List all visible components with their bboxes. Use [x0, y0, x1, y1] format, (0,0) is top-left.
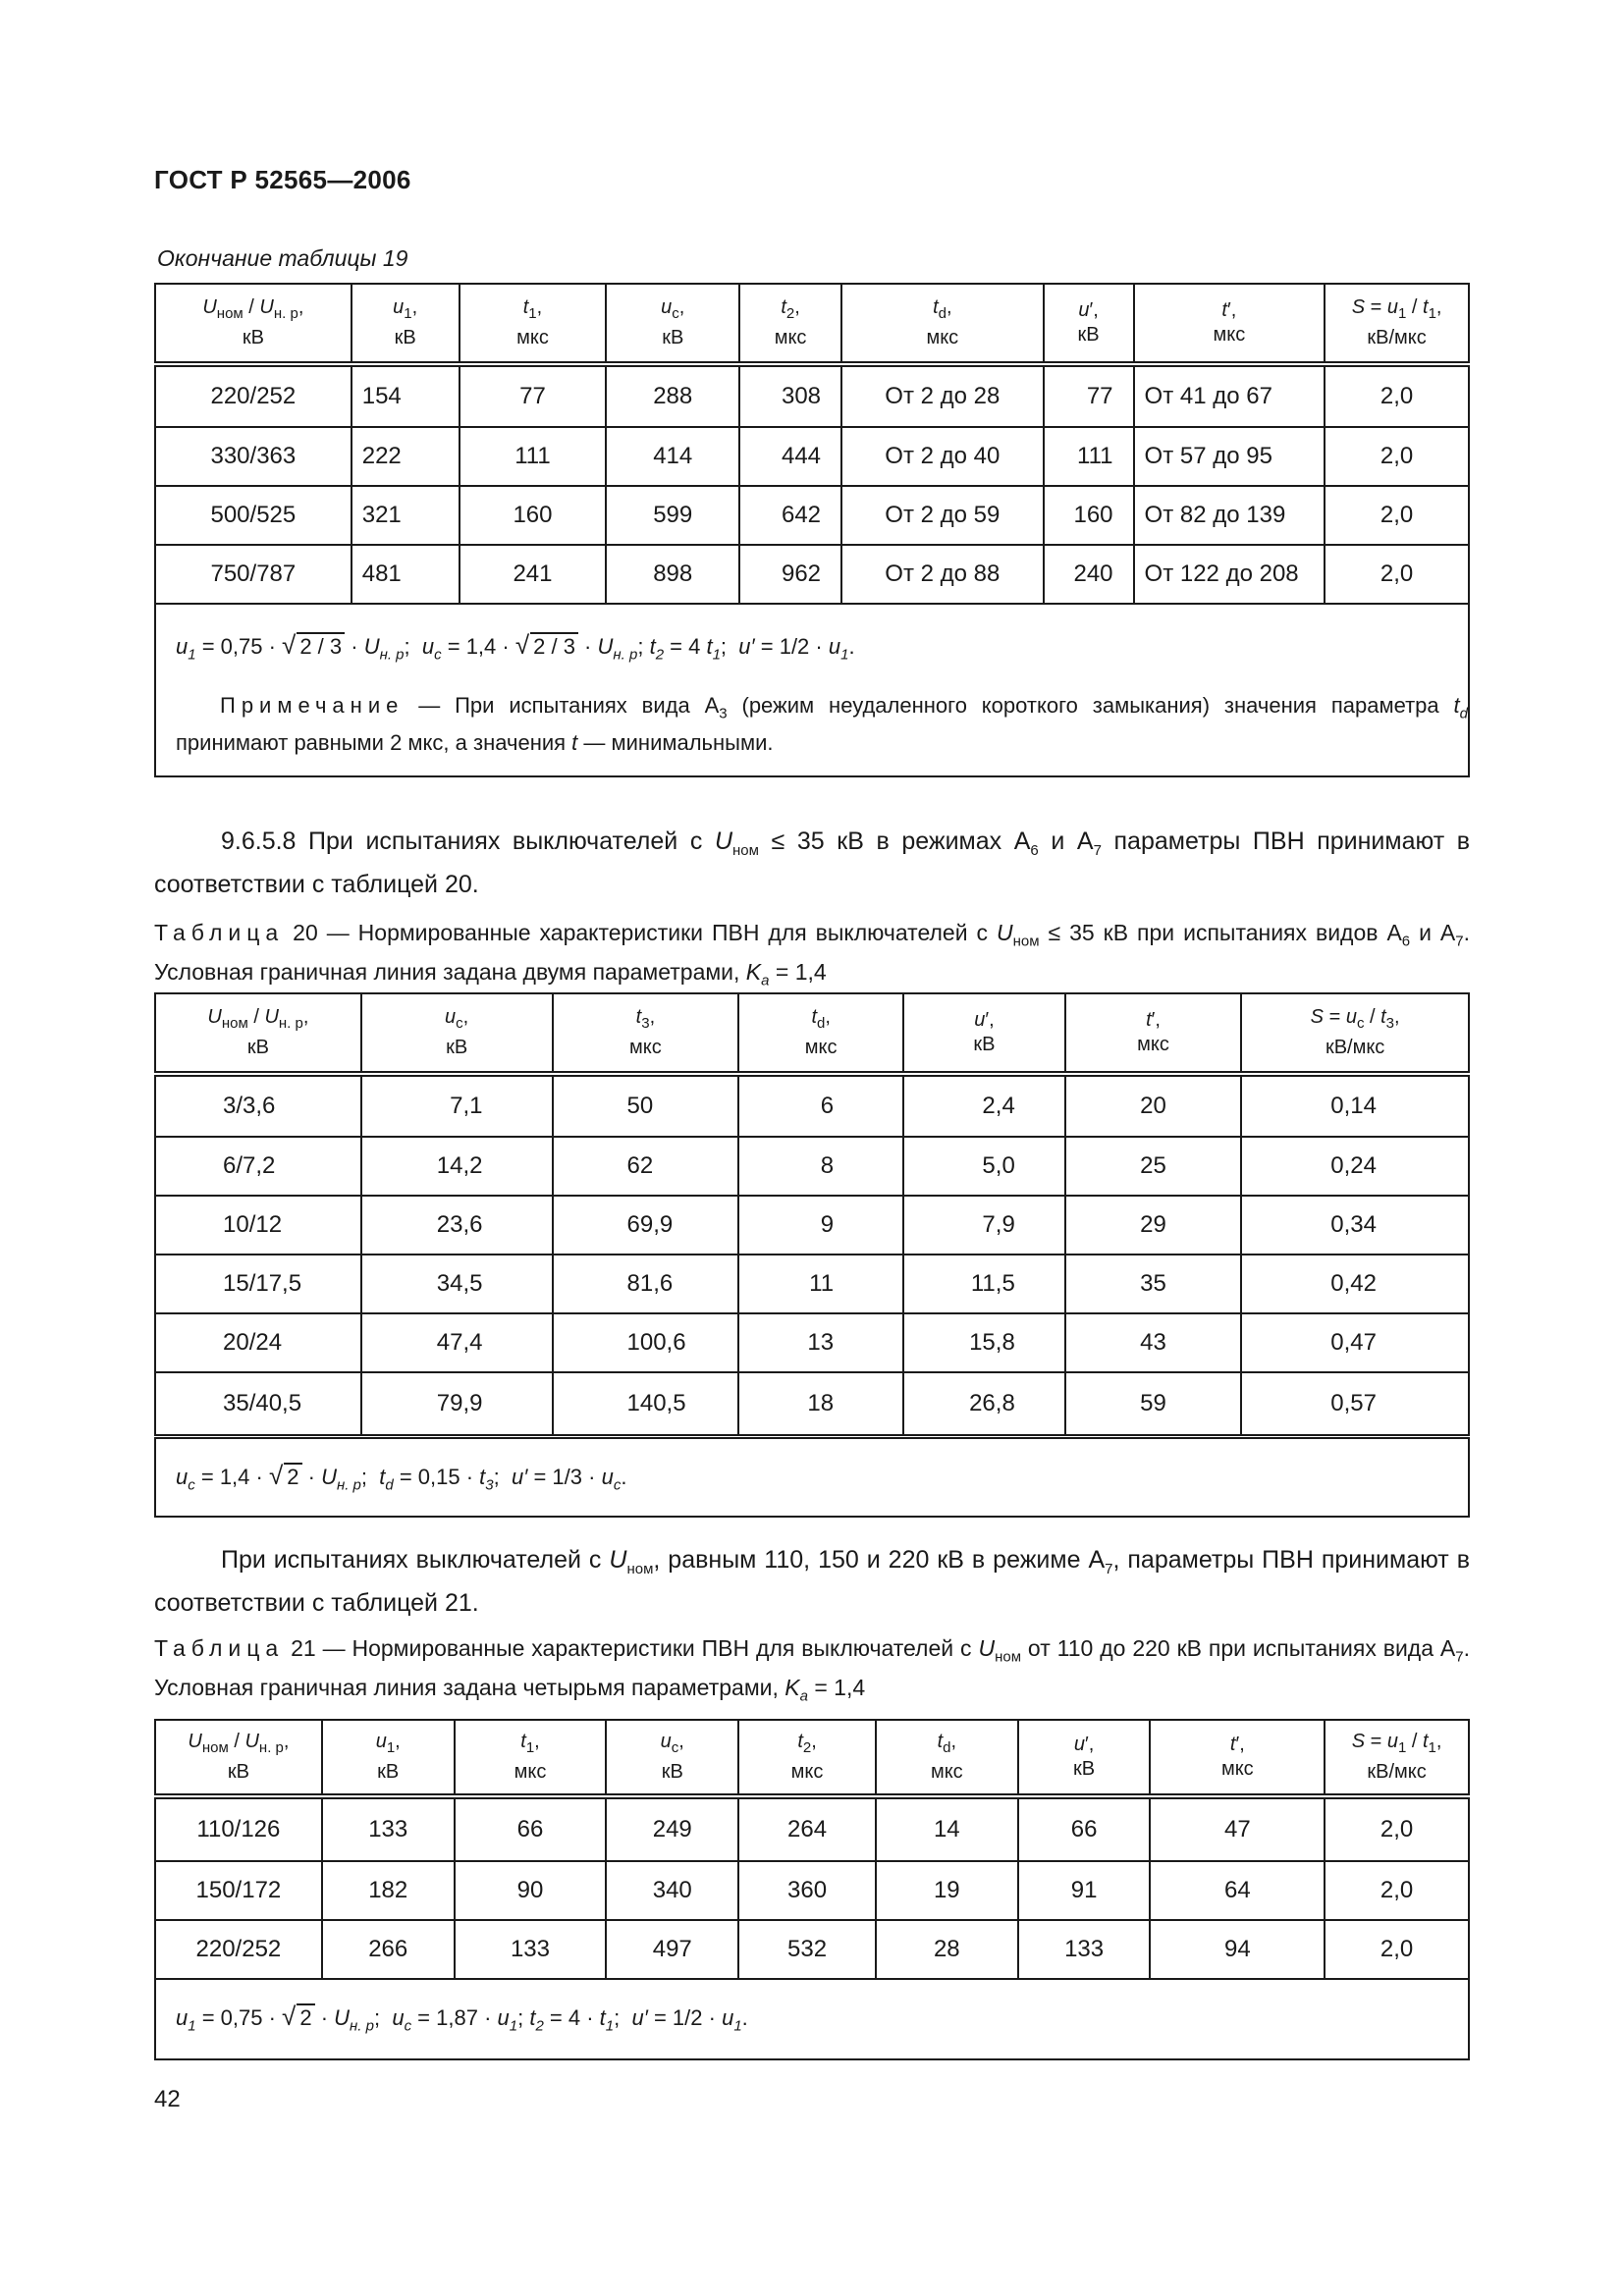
col-header: $u_c$, кВ: [606, 1720, 738, 1796]
para-text: , параметры ПВН принимают в соответствии с таблицей 21.: [154, 1546, 1470, 1617]
col-header: $t_1$, мкс: [455, 1720, 607, 1796]
col-header: t′, мкс: [1134, 284, 1325, 364]
table-cell: 13: [738, 1313, 903, 1372]
table-cell: 19: [876, 1861, 1018, 1920]
col-header: u′, кВ: [903, 993, 1065, 1074]
table20-caption: Таблица 20 — Нормированные характеристики ПВН для выключателей с $U_{ном} \le 35$ кВ при испытаниях видов $А_6$ и $А_7$. Условная граничная линия задана двумя параметрами, $K_a = 1,4$: [154, 920, 1470, 989]
table-cell: 18: [738, 1372, 903, 1435]
table-cell: 264: [738, 1796, 876, 1861]
table-cell: 25: [1065, 1137, 1241, 1196]
table20-header-row: [155, 993, 1469, 1074]
table-cell: 64: [1150, 1861, 1325, 1920]
table-cell: 26,8: [903, 1372, 1065, 1435]
table-cell: 15,8: [903, 1313, 1065, 1372]
table-cell: 642: [739, 486, 841, 545]
para-text: ≤ 35 кВ в режимах А: [758, 828, 1031, 855]
table-cell: 0,24: [1241, 1137, 1469, 1196]
table-cell: 69,9: [553, 1196, 739, 1255]
col-header: $u_c$, кВ: [361, 993, 553, 1074]
table-cell: 7,9: [903, 1196, 1065, 1255]
table-cell: 9: [738, 1196, 903, 1255]
table-cell: 220/252: [155, 364, 352, 427]
table19-formula: $u_1 = 0,75$ · √ $2 / 3 \cdot U_{н. р}$; $u_c = 1,4$ · √ $2 / 3 \cdot U_{н. р}$; $t_2 = 4$ $t_1$; $u' = 1/2 \cdot u_1$.: [176, 630, 855, 664]
note-text: — минимальными.: [577, 730, 774, 756]
document-header: ГОСТ Р 52565—2006: [154, 165, 411, 194]
table-row: [155, 1920, 1469, 1979]
table-cell: От 2 до 59: [841, 486, 1044, 545]
table-cell: 133: [322, 1796, 455, 1861]
table-cell: 2,0: [1325, 1861, 1469, 1920]
col-header: $t_d$, мкс: [738, 993, 903, 1074]
table-cell: 14: [876, 1796, 1018, 1861]
table-cell: 2,0: [1325, 364, 1469, 427]
table-cell: 43: [1065, 1313, 1241, 1372]
table-cell: 62: [553, 1137, 739, 1196]
table21-footer: [154, 1978, 1470, 2060]
col-header: u′, кВ: [1018, 1720, 1151, 1796]
table-cell: От 41 до 67: [1134, 364, 1325, 427]
table-cell: 11: [738, 1255, 903, 1313]
table-cell: 898: [606, 545, 739, 604]
table-cell: 2,0: [1325, 427, 1469, 486]
table-cell: 6/7,2: [155, 1137, 361, 1196]
col-header: $t_d$, мкс: [876, 1720, 1018, 1796]
table-cell: 47: [1150, 1796, 1325, 1861]
table-row: [155, 427, 1469, 486]
table21: [154, 1719, 1470, 1980]
table-cell: 154: [352, 364, 460, 427]
col-header: $S = u_c / t_3$, кВ/мкс: [1241, 993, 1469, 1074]
table-cell: 0,14: [1241, 1074, 1469, 1137]
col-header: $t_3$, мкс: [553, 993, 739, 1074]
table-cell: 241: [460, 545, 607, 604]
table-cell: 599: [606, 486, 739, 545]
table-cell: 2,4: [903, 1074, 1065, 1137]
col-header: $u_1$, кВ: [352, 284, 460, 364]
table19-caption: Окончание таблицы 19: [157, 245, 408, 271]
table-cell: 66: [1018, 1796, 1151, 1861]
table21-formula: $u_1 = 0,75$ · √ $2 \cdot U_{н. р}$; $u_c = 1,87 \cdot u_1$; $t_2 = 4 \cdot t_1$; $u' = 1/2 \cdot u_1$.: [176, 2002, 748, 2035]
table-cell: 35: [1065, 1255, 1241, 1313]
table-row: [155, 1137, 1469, 1196]
col-header: $u_1$, кВ: [322, 1720, 455, 1796]
table-row: [155, 364, 1469, 427]
table-cell: 6: [738, 1074, 903, 1137]
caption-text: = 1,4: [769, 958, 827, 985]
table-cell: 140,5: [553, 1372, 739, 1435]
table-cell: 111: [1044, 427, 1134, 486]
table-cell: 77: [460, 364, 607, 427]
table-cell: 500/525: [155, 486, 352, 545]
note-text: (режим неудаленного короткого замыкания) значения параметра: [727, 693, 1454, 718]
table-cell: 2,0: [1325, 1796, 1469, 1861]
col-header: t′, мкс: [1065, 993, 1241, 1074]
table-cell: От 57 до 95: [1134, 427, 1325, 486]
table-row: [155, 1255, 1469, 1313]
table-cell: 150/172: [155, 1861, 322, 1920]
table21-caption: Таблица 21 — Нормированные характеристики ПВН для выключателей с $U_{ном}$ от 110 до 220 кВ при испытаниях вида $А_7$. Условная граничная линия задана четырьмя параметрами, $K_a = 1,4$: [154, 1635, 1471, 1705]
table-cell: 28: [876, 1920, 1018, 1979]
table-cell: 7,1: [361, 1074, 553, 1137]
col-header: t′, мкс: [1150, 1720, 1325, 1796]
table-cell: 160: [460, 486, 607, 545]
table-cell: 29: [1065, 1196, 1241, 1255]
caption-text: . Условная граничная линия задана двумя параметрами,: [154, 920, 1470, 985]
table-cell: 35/40,5: [155, 1372, 361, 1435]
table-cell: 2,0: [1325, 486, 1469, 545]
table-cell: 8: [738, 1137, 903, 1196]
paragraph-table21-intro: При испытаниях выключателей с $U_{ном}$, равным 110, 150 и 220 кВ в режиме $А_7$, параметры ПВН принимают в соответствии с таблицей 21.: [154, 1546, 1470, 1617]
table-cell: 532: [738, 1920, 876, 1979]
table20-formula: $u_c = 1,4$ · √ $2 \cdot U_{н. р}$; $t_d = 0,15 \cdot t_3$; $u' = 1/3 \cdot u_c$.: [176, 1461, 627, 1494]
table-cell: 962: [739, 545, 841, 604]
paragraph-9-6-5-8: 9.6.5.8 При испытаниях выключателей с $U_{ном} \le 35$ кВ в режимах $А_6$ и $А_7$ параметры ПВН принимают в соответствии с таблицей 20.: [154, 828, 1471, 898]
note-text: принимают равными 2 мкс, а значения: [176, 730, 572, 756]
table-label: Таблица: [154, 1635, 285, 1661]
note-label: Примечание: [220, 693, 405, 718]
para-text: , равным 110, 150 и 220 кВ в режиме А: [653, 1546, 1106, 1574]
para-text: 9.6.5.8 При испытаниях выключателей с: [221, 828, 715, 855]
table-cell: 11,5: [903, 1255, 1065, 1313]
table19: [154, 283, 1470, 605]
table-cell: 249: [606, 1796, 738, 1861]
col-header: $t_2$, мкс: [739, 284, 841, 364]
para-text: параметры ПВН принимают в соответствии с таблицей 20.: [154, 828, 1471, 898]
table-row: [155, 1796, 1469, 1861]
col-header: u′, кВ: [1044, 284, 1134, 364]
table20-footer: [154, 1437, 1470, 1518]
table-cell: 0,57: [1241, 1372, 1469, 1435]
table-cell: 0,42: [1241, 1255, 1469, 1313]
table-cell: 481: [352, 545, 460, 604]
caption-text: 21 — Нормированные характеристики ПВН для выключателей с: [284, 1635, 979, 1661]
table-cell: 50: [553, 1074, 739, 1137]
table-cell: 2,0: [1325, 1920, 1469, 1979]
para-text: и А: [1038, 828, 1094, 855]
table-cell: 77: [1044, 364, 1134, 427]
table-cell: От 2 до 88: [841, 545, 1044, 604]
table-row: [155, 486, 1469, 545]
table-cell: 182: [322, 1861, 455, 1920]
table19-footer: [154, 603, 1470, 777]
caption-text: ≤ 35 кВ при испытаниях видов А: [1039, 920, 1402, 945]
table-cell: 444: [739, 427, 841, 486]
table-cell: 414: [606, 427, 739, 486]
table21-header-row: [155, 1720, 1469, 1796]
col-header: $t_2$, мкс: [738, 1720, 876, 1796]
table-cell: 14,2: [361, 1137, 553, 1196]
col-header: $U_{ном} / U_{н. р}$, кВ: [155, 284, 352, 364]
col-header: $U_{ном} / U_{н. р}$, кВ: [155, 1720, 322, 1796]
table-cell: 100,6: [553, 1313, 739, 1372]
table-cell: 15/17,5: [155, 1255, 361, 1313]
caption-text: от 110 до 220 кВ при испытаниях вида А: [1021, 1635, 1456, 1661]
table-cell: 94: [1150, 1920, 1325, 1979]
table-row: [155, 1372, 1469, 1435]
col-header: $t_1$, мкс: [460, 284, 607, 364]
caption-text: 20 — Нормированные характеристики ПВН для выключателей с: [284, 920, 997, 945]
table-cell: 2,0: [1325, 545, 1469, 604]
table-cell: От 122 до 208: [1134, 545, 1325, 604]
table-cell: От 82 до 139: [1134, 486, 1325, 545]
table-cell: 288: [606, 364, 739, 427]
table19-note: Примечание — При испытаниях вида $А_3$ (режим неудаленного короткого замыкания) значения параметра $t_d$ принимают равными 2 мкс, а значения t — минимальными.: [176, 693, 1468, 756]
table-cell: 110/126: [155, 1796, 322, 1861]
table-cell: 308: [739, 364, 841, 427]
table-cell: 160: [1044, 486, 1134, 545]
table-cell: 750/787: [155, 545, 352, 604]
table-cell: 59: [1065, 1372, 1241, 1435]
table-row: [155, 1074, 1469, 1137]
table-cell: 266: [322, 1920, 455, 1979]
table-cell: 497: [606, 1920, 738, 1979]
note-text: — При испытаниях вида А: [404, 693, 720, 718]
table-cell: От 2 до 40: [841, 427, 1044, 486]
table19-header-row: [155, 284, 1469, 364]
table-cell: 321: [352, 486, 460, 545]
table-label: Таблица: [154, 920, 285, 945]
table-cell: 47,4: [361, 1313, 553, 1372]
table-cell: 81,6: [553, 1255, 739, 1313]
page-number: 42: [154, 2086, 181, 2112]
table-row: [155, 1313, 1469, 1372]
col-header: $S = u_1 / t_1$, кВ/мкс: [1325, 1720, 1469, 1796]
col-header: $U_{ном} / U_{н. р}$, кВ: [155, 993, 361, 1074]
table-row: [155, 1196, 1469, 1255]
table-cell: 133: [455, 1920, 607, 1979]
table-cell: 34,5: [361, 1255, 553, 1313]
table-cell: 330/363: [155, 427, 352, 486]
table-cell: От 2 до 28: [841, 364, 1044, 427]
caption-text: . Условная граничная линия задана четырьмя параметрами,: [154, 1635, 1471, 1700]
col-header: $t_d$, мкс: [841, 284, 1044, 364]
table-cell: 5,0: [903, 1137, 1065, 1196]
caption-text: и А: [1410, 920, 1456, 945]
para-text: При испытаниях выключателей с: [221, 1546, 610, 1574]
table-cell: 10/12: [155, 1196, 361, 1255]
table-cell: 240: [1044, 545, 1134, 604]
table-cell: 66: [455, 1796, 607, 1861]
table-row: [155, 1861, 1469, 1920]
col-header: $u_c$, кВ: [606, 284, 739, 364]
table-cell: 222: [352, 427, 460, 486]
table-cell: 3/3,6: [155, 1074, 361, 1137]
table-cell: 360: [738, 1861, 876, 1920]
table-cell: 23,6: [361, 1196, 553, 1255]
table20: [154, 992, 1470, 1436]
table-cell: 20: [1065, 1074, 1241, 1137]
table-cell: 0,47: [1241, 1313, 1469, 1372]
table-cell: 20/24: [155, 1313, 361, 1372]
caption-text: = 1,4: [807, 1674, 866, 1700]
table-cell: 0,34: [1241, 1196, 1469, 1255]
table-cell: 133: [1018, 1920, 1151, 1979]
table-cell: 91: [1018, 1861, 1151, 1920]
table-cell: 79,9: [361, 1372, 553, 1435]
table-cell: 111: [460, 427, 607, 486]
table-cell: 220/252: [155, 1920, 322, 1979]
table-row: [155, 545, 1469, 604]
table-cell: 340: [606, 1861, 738, 1920]
col-header: $S = u_1 / t_1$, кВ/мкс: [1325, 284, 1469, 364]
table-cell: 90: [455, 1861, 607, 1920]
